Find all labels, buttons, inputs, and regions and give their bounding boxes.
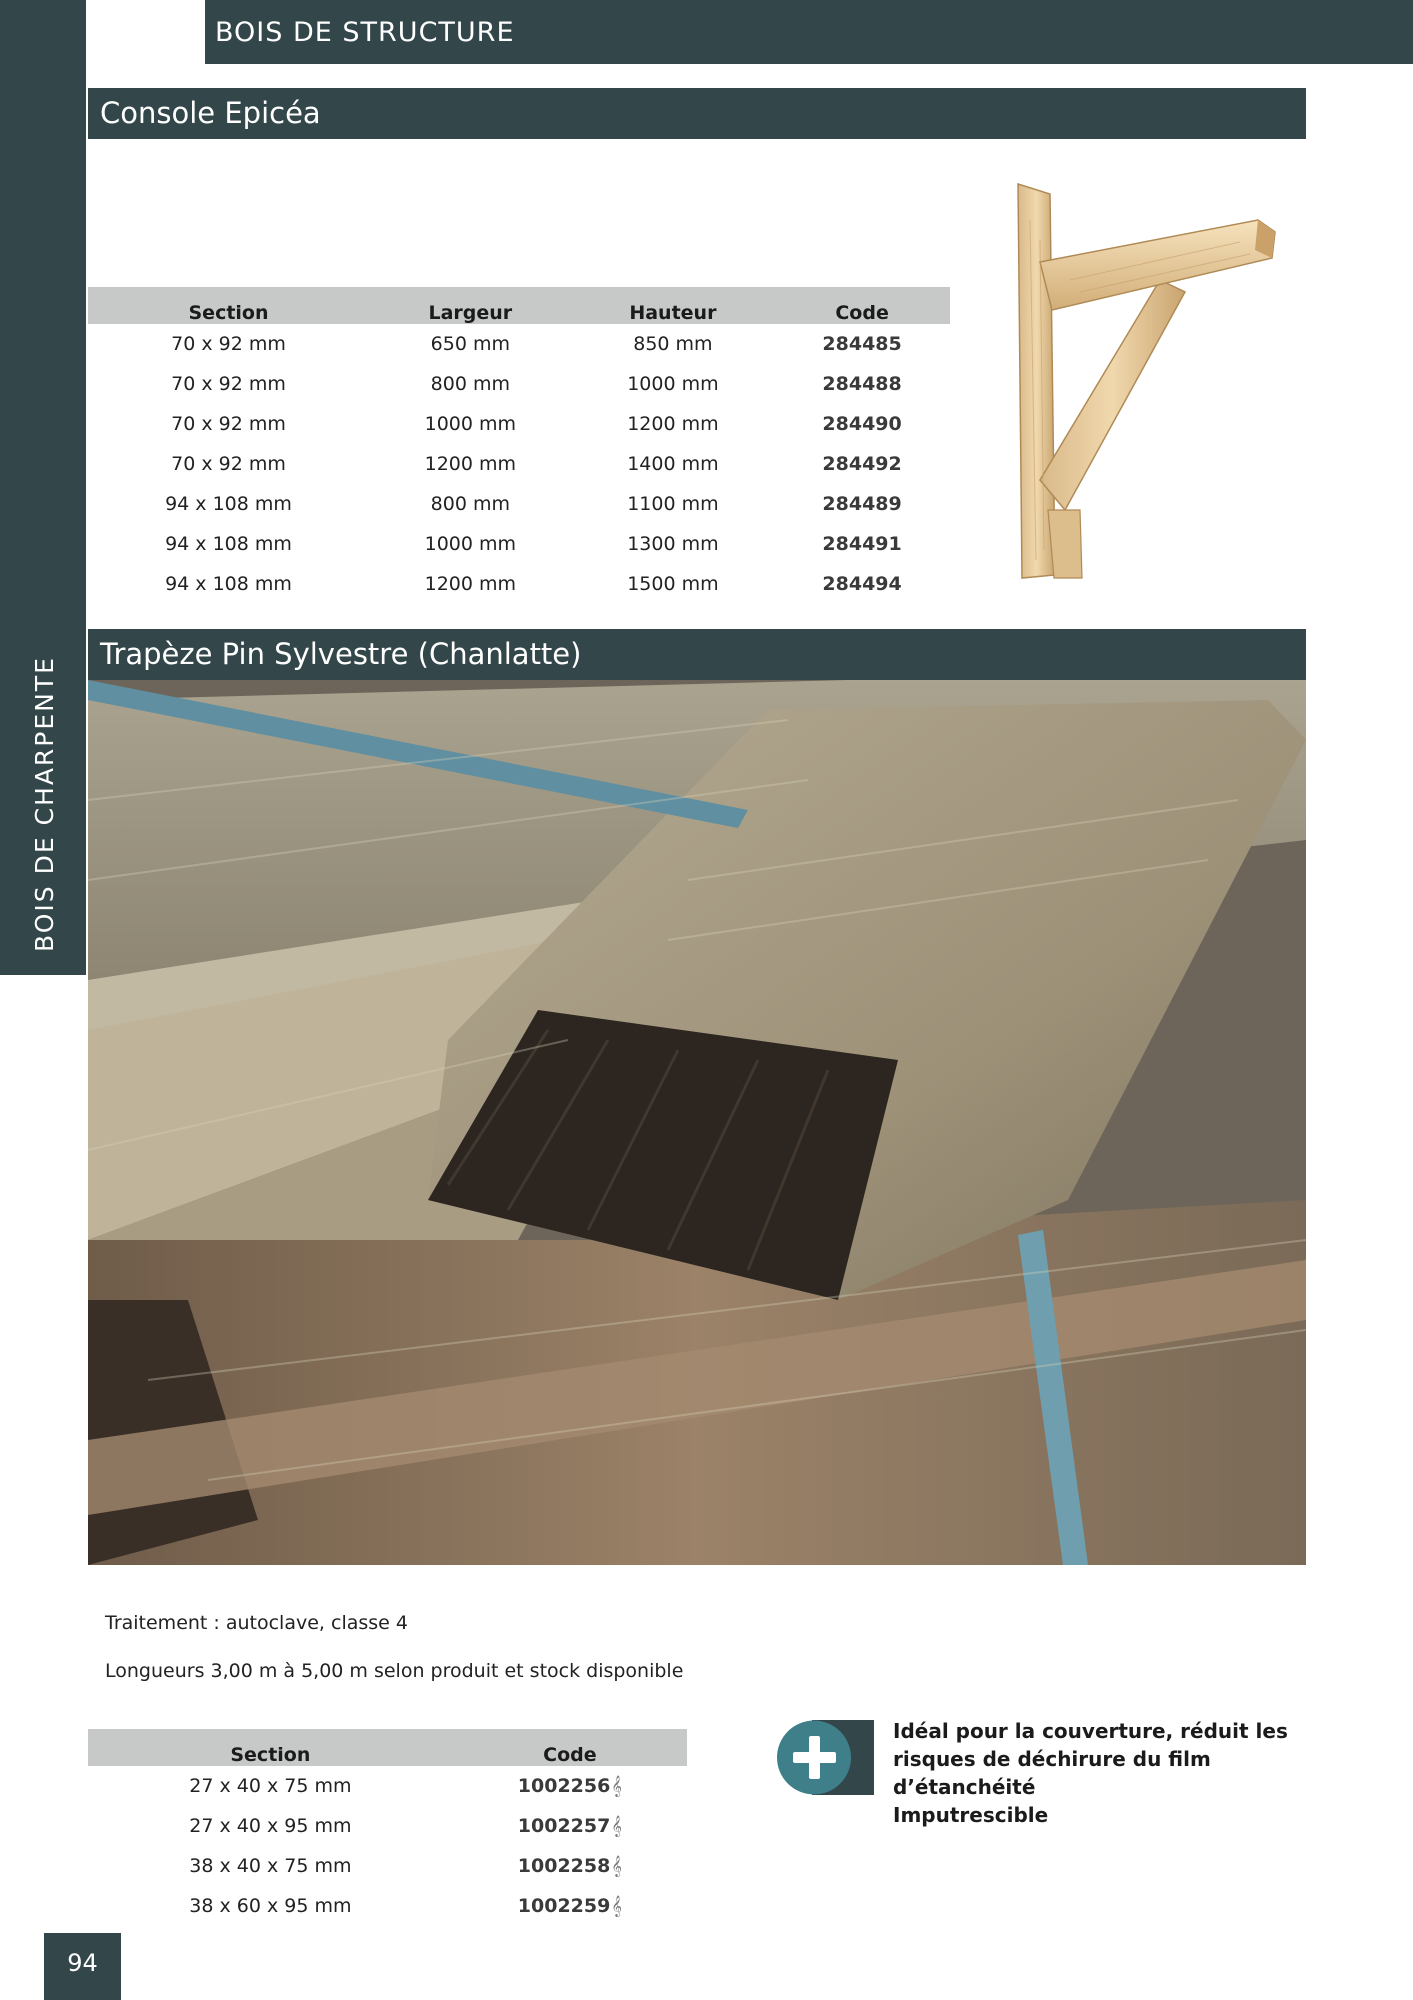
side-tab-label: BOIS DE CHARPENTE	[30, 656, 59, 952]
column-header-largeur: Largeur	[369, 287, 572, 324]
table-row	[88, 1766, 687, 1806]
cell-code	[453, 1846, 687, 1886]
cell-section: 94 x 108 mm	[165, 533, 292, 555]
column-header-code: Code	[453, 1729, 687, 1766]
table-row	[88, 1846, 687, 1886]
category-header: BOIS DE STRUCTURE	[205, 0, 1413, 64]
cell-largeur: 650 mm	[430, 333, 510, 355]
cell-code: 284492	[822, 453, 902, 475]
cell-hauteur: 1200 mm	[627, 413, 719, 435]
table-row	[88, 404, 950, 444]
benefit-line: Idéal pour la couverture, réduit les	[893, 1719, 1288, 1743]
table-header-row	[88, 1729, 687, 1766]
cell-code	[453, 1766, 687, 1806]
table-row	[88, 1806, 687, 1846]
table-row	[88, 324, 950, 364]
cell-section: 70 x 92 mm	[171, 453, 286, 475]
cell-hauteur: 1500 mm	[627, 573, 719, 595]
cell-hauteur: 1100 mm	[627, 493, 719, 515]
table-row	[88, 484, 950, 524]
wood-bracket-image	[1010, 180, 1280, 585]
cell-code: 284490	[822, 413, 902, 435]
cell-code: 284488	[822, 373, 902, 395]
console-table	[88, 287, 950, 604]
code-value: 1002256	[517, 1775, 611, 1797]
cell-hauteur: 850 mm	[633, 333, 713, 355]
cell-hauteur: 1400 mm	[627, 453, 719, 475]
benefits-text	[893, 1717, 1333, 1829]
treble-clef-icon: 𝄞	[611, 1856, 622, 1877]
cell-code: 284491	[822, 533, 902, 555]
cell-section: 27 x 40 x 95 mm	[189, 1815, 352, 1837]
cell-section: 70 x 92 mm	[171, 333, 286, 355]
console-section-title: Console Epicéa	[88, 88, 1306, 139]
cell-section: 94 x 108 mm	[165, 493, 292, 515]
cell-largeur: 1200 mm	[424, 573, 517, 595]
treble-clef-icon: 𝄞	[611, 1896, 622, 1917]
cell-section: 94 x 108 mm	[165, 573, 292, 595]
benefit-line: risques de déchirure du film d’étanchéité	[893, 1747, 1211, 1799]
cell-hauteur: 1300 mm	[627, 533, 719, 555]
table-row	[88, 564, 950, 604]
cell-largeur: 1200 mm	[424, 453, 517, 475]
table-row	[88, 1886, 687, 1926]
benefit-line: Imputrescible	[893, 1803, 1049, 1827]
plus-icon	[776, 1720, 874, 1795]
cell-largeur: 1000 mm	[424, 413, 517, 435]
cell-largeur: 1000 mm	[424, 533, 517, 555]
table-row	[88, 524, 950, 564]
cell-section: 27 x 40 x 75 mm	[189, 1775, 352, 1797]
cell-code	[453, 1886, 687, 1926]
treble-clef-icon: 𝄞	[611, 1816, 622, 1837]
column-header-code: Code	[774, 287, 950, 324]
lumber-stack-photo	[88, 680, 1306, 1565]
cell-code: 284494	[822, 573, 902, 595]
cell-code	[453, 1806, 687, 1846]
cell-largeur: 800 mm	[430, 373, 510, 395]
trapeze-section-title: Trapèze Pin Sylvestre (Chanlatte)	[88, 629, 1306, 680]
code-value: 1002259	[517, 1895, 611, 1917]
cell-section: 70 x 92 mm	[171, 373, 286, 395]
page-number: 94	[44, 1933, 121, 2000]
column-header-section: Section	[88, 1729, 453, 1766]
table-row	[88, 364, 950, 404]
treble-clef-icon: 𝄞	[611, 1776, 622, 1797]
cell-code: 284485	[822, 333, 902, 355]
cell-code: 284489	[822, 493, 902, 515]
cell-section: 70 x 92 mm	[171, 413, 286, 435]
code-value: 1002258	[517, 1855, 611, 1877]
treatment-text: Traitement : autoclave, classe 4	[105, 1612, 408, 1634]
cell-section: 38 x 40 x 75 mm	[189, 1855, 352, 1877]
table-row	[88, 444, 950, 484]
cell-hauteur: 1000 mm	[627, 373, 719, 395]
lengths-text: Longueurs 3,00 m à 5,00 m selon produit et stock disponible	[105, 1660, 684, 1682]
cell-largeur: 800 mm	[430, 493, 510, 515]
code-value: 1002257	[517, 1815, 611, 1837]
cell-section: 38 x 60 x 95 mm	[189, 1895, 352, 1917]
trapeze-table	[88, 1729, 687, 1926]
table-header-row	[88, 287, 950, 324]
column-header-hauteur: Hauteur	[572, 287, 775, 324]
side-tab	[0, 0, 86, 975]
column-header-section: Section	[88, 287, 369, 324]
